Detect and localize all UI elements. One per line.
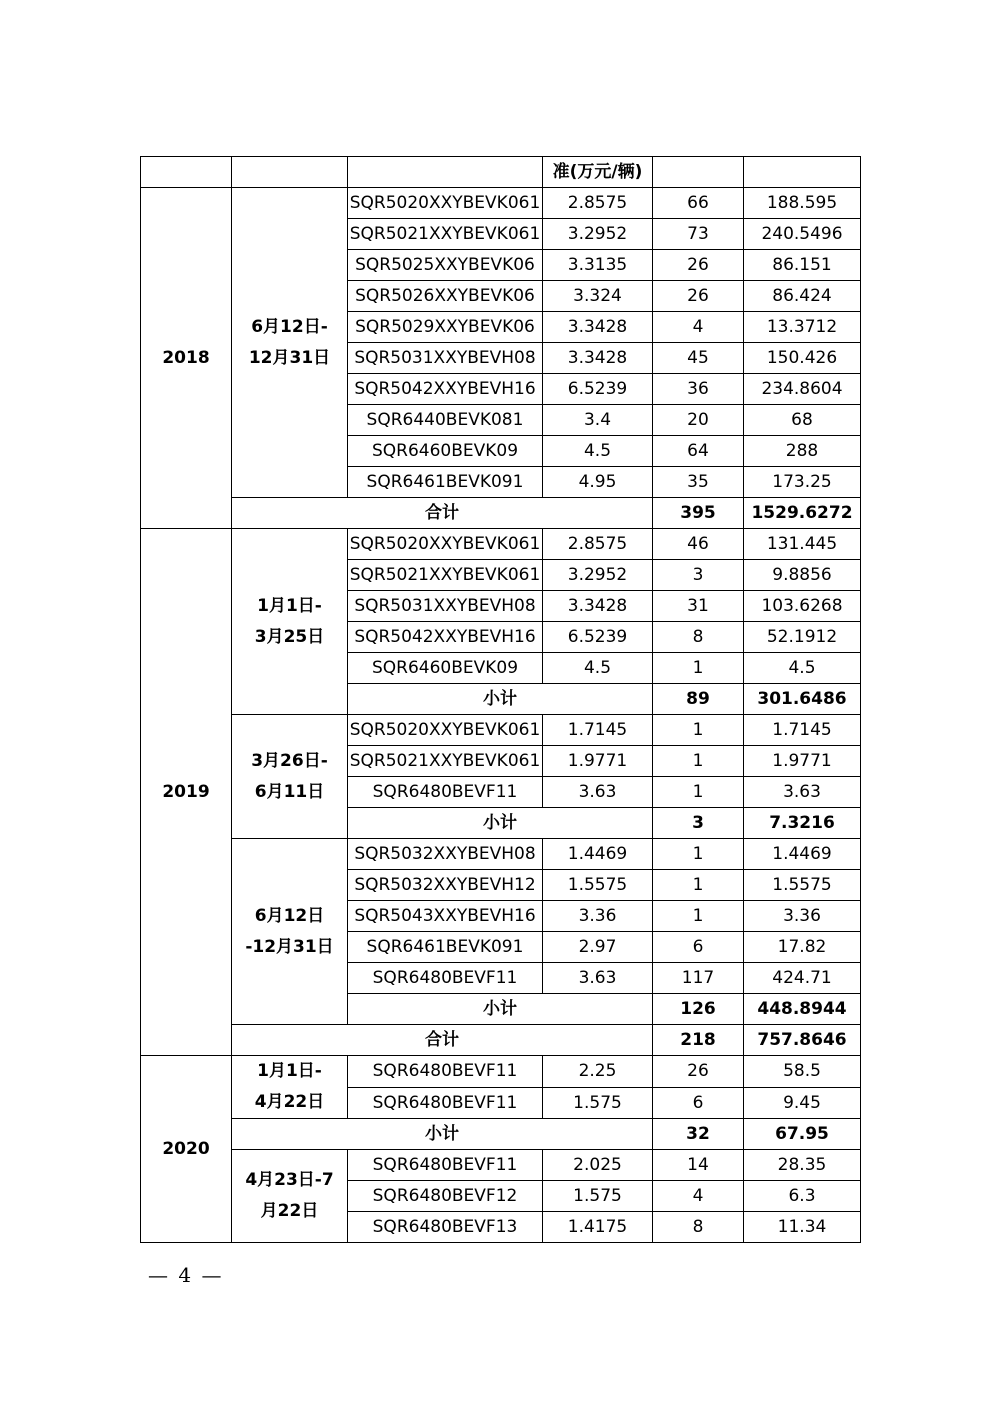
model-cell: SQR5031XXYBEVH08 (348, 343, 543, 374)
unit-subsidy-cell: 4.95 (543, 467, 653, 498)
quantity-cell: 6 (653, 932, 744, 963)
unit-subsidy-cell: 6.5239 (543, 622, 653, 653)
quantity-cell: 36 (653, 374, 744, 405)
unit-subsidy-cell: 3.63 (543, 777, 653, 808)
summary-amount: 1529.6272 (744, 498, 861, 529)
unit-subsidy-cell: 2.25 (543, 1056, 653, 1088)
model-cell: SQR6461BEVK091 (348, 932, 543, 963)
model-cell: SQR5026XXYBEVK06 (348, 281, 543, 312)
unit-subsidy-cell: 2.97 (543, 932, 653, 963)
unit-subsidy-cell: 1.9771 (543, 746, 653, 777)
period-cell: 3月26日- 6月11日 (232, 715, 348, 839)
quantity-cell: 14 (653, 1150, 744, 1181)
table-row (141, 188, 861, 219)
unit-subsidy-cell: 2.8575 (543, 188, 653, 219)
model-cell: SQR5032XXYBEVH12 (348, 870, 543, 901)
unit-subsidy-cell: 3.3428 (543, 343, 653, 374)
model-cell: SQR5032XXYBEVH08 (348, 839, 543, 870)
quantity-cell: 8 (653, 622, 744, 653)
summary-count: 218 (653, 1025, 744, 1056)
year-cell: 2020 (141, 1056, 232, 1243)
model-cell: SQR5043XXYBEVH16 (348, 901, 543, 932)
amount-cell: 1.9771 (744, 746, 861, 777)
amount-cell: 17.82 (744, 932, 861, 963)
quantity-cell: 26 (653, 1056, 744, 1088)
summary-label: 小计 (232, 1119, 653, 1150)
unit-subsidy-cell: 3.4 (543, 405, 653, 436)
quantity-cell: 73 (653, 219, 744, 250)
quantity-cell: 1 (653, 746, 744, 777)
table-row (141, 715, 861, 746)
year-cell: 2018 (141, 188, 232, 529)
unit-subsidy-cell: 3.3428 (543, 591, 653, 622)
quantity-cell: 20 (653, 405, 744, 436)
summary-amount: 757.8646 (744, 1025, 861, 1056)
unit-subsidy-cell: 3.63 (543, 963, 653, 994)
unit-subsidy-cell: 3.36 (543, 901, 653, 932)
header-cell (744, 157, 861, 188)
header-cell: 准(万元/辆) (543, 157, 653, 188)
quantity-cell: 45 (653, 343, 744, 374)
summary-count: 32 (653, 1119, 744, 1150)
model-cell: SQR5021XXYBEVK061 (348, 560, 543, 591)
summary-amount: 7.3216 (744, 808, 861, 839)
table-row (141, 1056, 861, 1088)
period-cell: 6月12日 -12月31日 (232, 839, 348, 1025)
amount-cell: 68 (744, 405, 861, 436)
table-row (141, 529, 861, 560)
model-cell: SQR5042XXYBEVH16 (348, 374, 543, 405)
header-cell (141, 157, 232, 188)
model-cell: SQR5020XXYBEVK061 (348, 529, 543, 560)
quantity-cell: 8 (653, 1212, 744, 1243)
quantity-cell: 1 (653, 901, 744, 932)
model-cell: SQR6480BEVF13 (348, 1212, 543, 1243)
unit-subsidy-cell: 1.575 (543, 1087, 653, 1119)
amount-cell: 3.36 (744, 901, 861, 932)
model-cell: SQR6480BEVF11 (348, 777, 543, 808)
summary-amount: 448.8944 (744, 994, 861, 1025)
model-cell: SQR6480BEVF11 (348, 963, 543, 994)
amount-cell: 234.8604 (744, 374, 861, 405)
summary-count: 126 (653, 994, 744, 1025)
model-cell: SQR6461BEVK091 (348, 467, 543, 498)
quantity-cell: 46 (653, 529, 744, 560)
model-cell: SQR5020XXYBEVK061 (348, 715, 543, 746)
table-row (141, 839, 861, 870)
amount-cell: 6.3 (744, 1181, 861, 1212)
amount-cell: 173.25 (744, 467, 861, 498)
amount-cell: 288 (744, 436, 861, 467)
quantity-cell: 1 (653, 839, 744, 870)
unit-subsidy-cell: 4.5 (543, 653, 653, 684)
unit-subsidy-cell: 1.7145 (543, 715, 653, 746)
amount-cell: 13.3712 (744, 312, 861, 343)
summary-count: 395 (653, 498, 744, 529)
table-row (141, 157, 861, 188)
table-row (141, 1150, 861, 1181)
amount-cell: 58.5 (744, 1056, 861, 1088)
model-cell: SQR5021XXYBEVK061 (348, 219, 543, 250)
quantity-cell: 6 (653, 1087, 744, 1119)
summary-label: 小计 (348, 684, 653, 715)
model-cell: SQR6460BEVK09 (348, 653, 543, 684)
model-cell: SQR6480BEVF12 (348, 1181, 543, 1212)
quantity-cell: 64 (653, 436, 744, 467)
model-cell: SQR6440BEVK081 (348, 405, 543, 436)
table-row (141, 1025, 861, 1056)
amount-cell: 11.34 (744, 1212, 861, 1243)
amount-cell: 424.71 (744, 963, 861, 994)
quantity-cell: 31 (653, 591, 744, 622)
amount-cell: 131.445 (744, 529, 861, 560)
table-row (141, 498, 861, 529)
page-number: — 4 — (148, 1263, 224, 1287)
model-cell: SQR5020XXYBEVK061 (348, 188, 543, 219)
amount-cell: 9.45 (744, 1087, 861, 1119)
amount-cell: 103.6268 (744, 591, 861, 622)
quantity-cell: 35 (653, 467, 744, 498)
quantity-cell: 4 (653, 312, 744, 343)
unit-subsidy-cell: 1.4175 (543, 1212, 653, 1243)
amount-cell: 188.595 (744, 188, 861, 219)
period-cell: 6月12日- 12月31日 (232, 188, 348, 498)
unit-subsidy-cell: 2.025 (543, 1150, 653, 1181)
model-cell: SQR5029XXYBEVK06 (348, 312, 543, 343)
unit-subsidy-cell: 3.3135 (543, 250, 653, 281)
unit-subsidy-cell: 3.2952 (543, 560, 653, 591)
header-cell (232, 157, 348, 188)
unit-subsidy-cell: 3.2952 (543, 219, 653, 250)
quantity-cell: 26 (653, 281, 744, 312)
summary-label: 小计 (348, 808, 653, 839)
summary-label: 合计 (232, 498, 653, 529)
quantity-cell: 1 (653, 653, 744, 684)
amount-cell: 86.151 (744, 250, 861, 281)
unit-subsidy-cell: 4.5 (543, 436, 653, 467)
amount-cell: 3.63 (744, 777, 861, 808)
header-cell (653, 157, 744, 188)
summary-label: 小计 (348, 994, 653, 1025)
header-cell (348, 157, 543, 188)
period-cell: 1月1日- 4月22日 (232, 1056, 348, 1119)
unit-subsidy-cell: 2.8575 (543, 529, 653, 560)
amount-cell: 1.4469 (744, 839, 861, 870)
summary-count: 3 (653, 808, 744, 839)
model-cell: SQR6480BEVF11 (348, 1150, 543, 1181)
model-cell: SQR5042XXYBEVH16 (348, 622, 543, 653)
amount-cell: 150.426 (744, 343, 861, 374)
amount-cell: 1.7145 (744, 715, 861, 746)
amount-cell: 86.424 (744, 281, 861, 312)
quantity-cell: 1 (653, 715, 744, 746)
quantity-cell: 1 (653, 777, 744, 808)
year-cell: 2019 (141, 529, 232, 1056)
model-cell: SQR6460BEVK09 (348, 436, 543, 467)
amount-cell: 1.5575 (744, 870, 861, 901)
subsidy-table (140, 156, 861, 1243)
model-cell: SQR5021XXYBEVK061 (348, 746, 543, 777)
quantity-cell: 117 (653, 963, 744, 994)
model-cell: SQR6480BEVF11 (348, 1087, 543, 1119)
amount-cell: 52.1912 (744, 622, 861, 653)
quantity-cell: 4 (653, 1181, 744, 1212)
amount-cell: 28.35 (744, 1150, 861, 1181)
period-cell: 4月23日-7 月22日 (232, 1150, 348, 1243)
amount-cell: 9.8856 (744, 560, 861, 591)
quantity-cell: 26 (653, 250, 744, 281)
unit-subsidy-cell: 1.5575 (543, 870, 653, 901)
period-cell: 1月1日- 3月25日 (232, 529, 348, 715)
model-cell: SQR5031XXYBEVH08 (348, 591, 543, 622)
quantity-cell: 66 (653, 188, 744, 219)
unit-subsidy-cell: 3.324 (543, 281, 653, 312)
unit-subsidy-cell: 1.575 (543, 1181, 653, 1212)
unit-subsidy-cell: 3.3428 (543, 312, 653, 343)
table-row (141, 1119, 861, 1150)
amount-cell: 4.5 (744, 653, 861, 684)
model-cell: SQR6480BEVF11 (348, 1056, 543, 1088)
summary-amount: 301.6486 (744, 684, 861, 715)
amount-cell: 240.5496 (744, 219, 861, 250)
model-cell: SQR5025XXYBEVK06 (348, 250, 543, 281)
unit-subsidy-cell: 6.5239 (543, 374, 653, 405)
summary-count: 89 (653, 684, 744, 715)
quantity-cell: 3 (653, 560, 744, 591)
quantity-cell: 1 (653, 870, 744, 901)
summary-label: 合计 (232, 1025, 653, 1056)
unit-subsidy-cell: 1.4469 (543, 839, 653, 870)
summary-amount: 67.95 (744, 1119, 861, 1150)
